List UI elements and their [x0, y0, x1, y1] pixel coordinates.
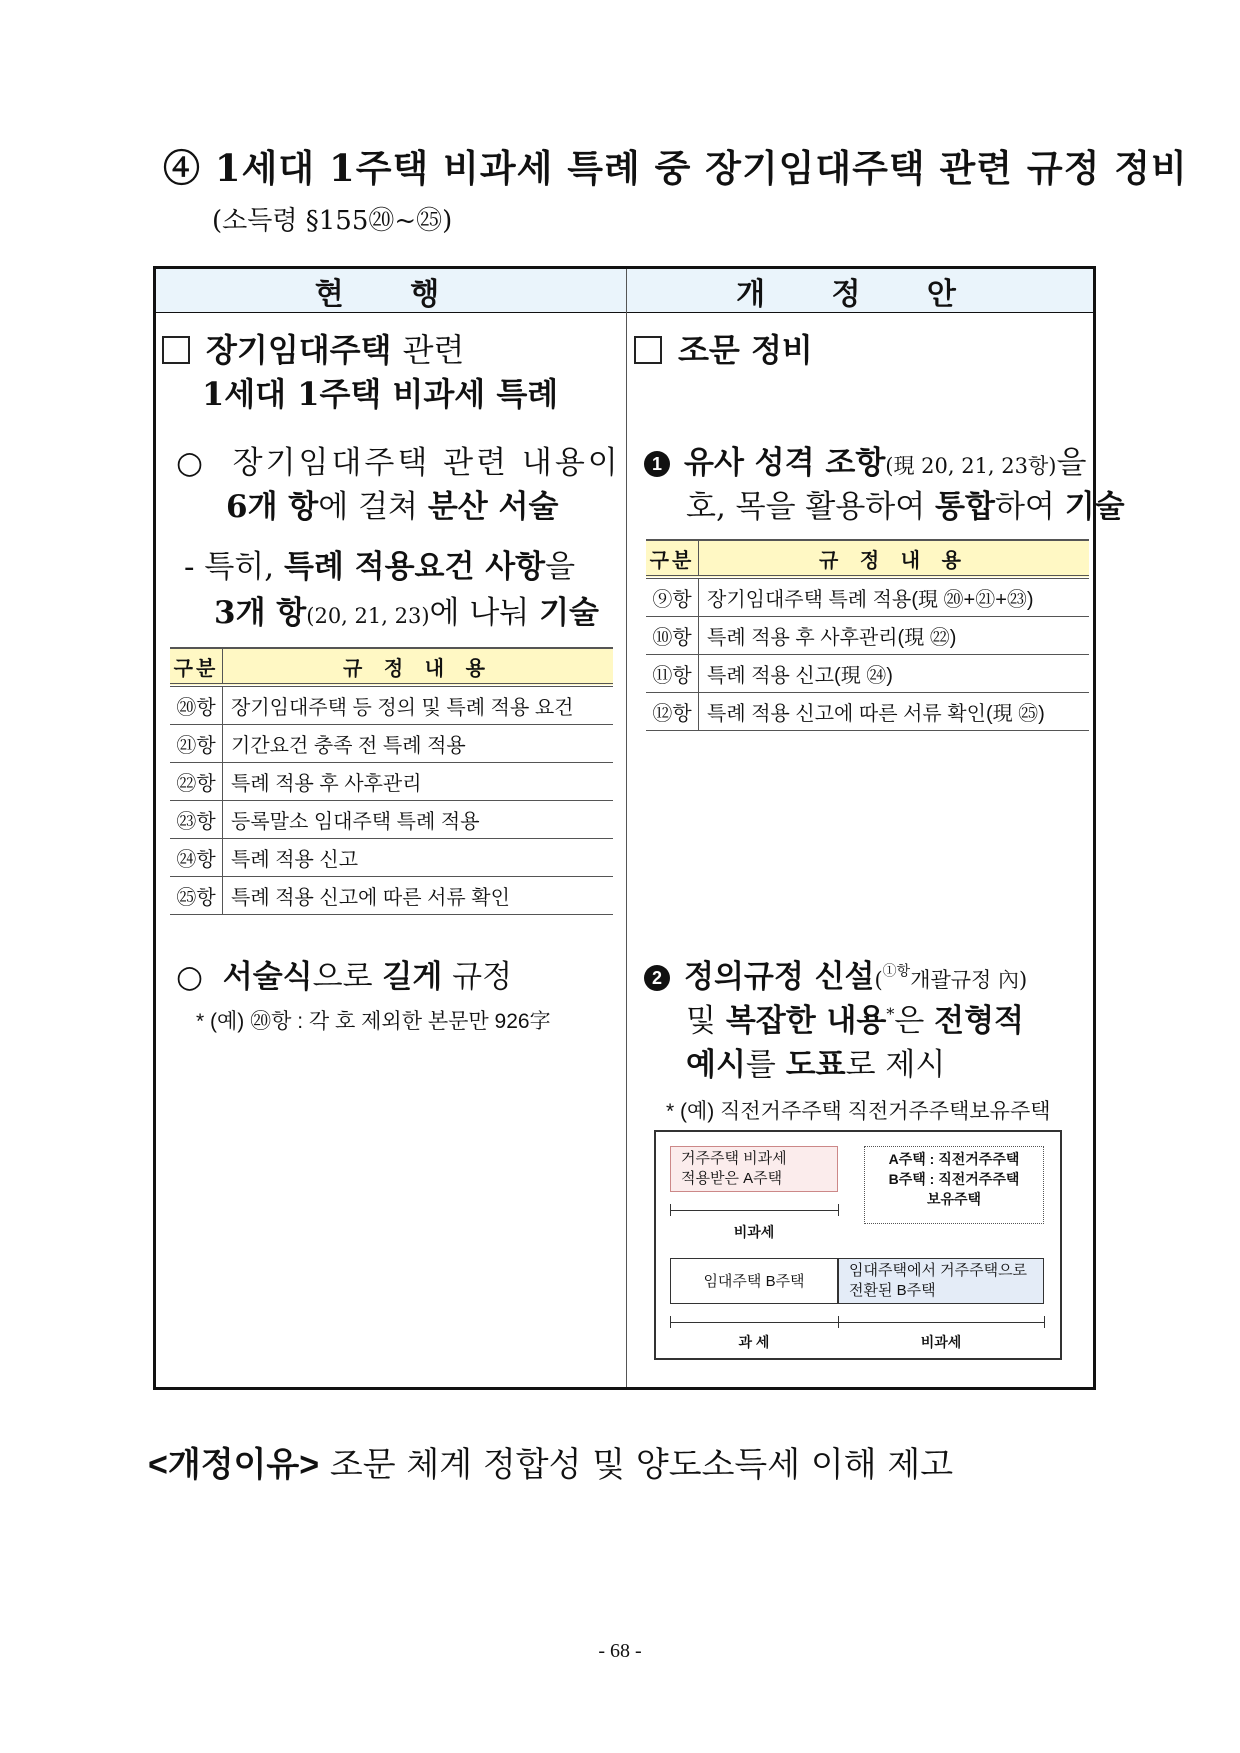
column-divider	[626, 269, 627, 1387]
table-cell-num: ㉒항	[170, 763, 223, 801]
table-row	[646, 617, 1089, 655]
table-cell-num: ㉓항	[170, 801, 223, 839]
label-tax: 과 세	[738, 1334, 770, 1350]
table-cell-content: 장기임대주택 등 정의 및 특례 적용 요건	[223, 685, 614, 725]
proposed-item2-line3: 예시를 도표로 제시	[686, 1047, 946, 1083]
table-cell-content: 기간요건 충족 전 특례 적용	[223, 725, 614, 763]
proposed-box-title: 조문 정비	[634, 325, 813, 371]
table-header-row	[170, 648, 613, 685]
proposed-example: * (예) 직전거주주택 직전거주주택보유주택	[666, 1100, 1051, 1123]
page-number: - 68 -	[598, 1640, 642, 1662]
timeline-tick	[1044, 1316, 1045, 1328]
current-note: * (예) ⑳항 : 각 호 제외한 본문만 926字	[196, 1010, 551, 1033]
proposed-item1-line1: 1 유사 성격 조항(現 20, 21, 23항)을	[644, 437, 1086, 482]
diagram-box-a	[670, 1146, 838, 1192]
section-heading: ④ 1세대 1주택 비과세 특례 중 장기임대주택 관련 규정 정비	[163, 146, 1188, 190]
checkbox-square-icon	[162, 336, 190, 364]
table-header-content: 규 정 내 용	[223, 648, 614, 685]
table-cell-num: ⑫항	[646, 693, 699, 731]
timeline-nontax-top	[670, 1210, 838, 1211]
table-row	[646, 577, 1089, 617]
timeline-tick	[670, 1204, 671, 1216]
table-header-gubun: 구분	[170, 648, 223, 685]
table-row	[170, 839, 613, 877]
table-cell-content: 특례 적용 신고에 따른 서류 확인(現 ㉕)	[699, 693, 1090, 731]
timeline-tick	[838, 1316, 839, 1328]
current-point2-line1: - 특히, 특례 적용요건 사항을	[184, 549, 576, 585]
table-header-row	[646, 540, 1089, 577]
current-point1-line1: ○ 장기임대주택 관련 내용이	[176, 445, 621, 481]
table-cell-content: 특례 적용 신고에 따른 서류 확인	[223, 877, 614, 915]
label-nontax-top: 비과세	[733, 1224, 775, 1240]
diagram-box-c-line1: 임대주택에서 거주주택으로	[849, 1262, 1028, 1279]
table-cell-content: 특례 적용 후 사후관리	[223, 763, 614, 801]
timeline-tick	[670, 1316, 671, 1328]
checkbox-square-icon	[634, 336, 662, 364]
table-cell-content: 특례 적용 후 사후관리(現 ㉒)	[699, 617, 1090, 655]
current-point1-line2: 6개 항에 걸쳐 분산 서술	[226, 489, 559, 525]
amendment-reason	[148, 1437, 953, 1486]
table-row	[170, 725, 613, 763]
current-rules-table	[170, 647, 613, 915]
diagram-legend-line3: 보유주택	[926, 1191, 982, 1207]
diagram-box-a-line1: 거주주택 비과세	[681, 1150, 787, 1167]
diagram-legend-line2: B주택 : 직전거주주택	[888, 1171, 1020, 1187]
current-box-title: 장기임대주택 관련	[162, 325, 464, 371]
diagram-legend	[864, 1146, 1044, 1224]
timeline-bottom	[670, 1322, 1044, 1323]
table-cell-content: 특례 적용 신고	[223, 839, 614, 877]
table-row	[170, 763, 613, 801]
table-row	[170, 685, 613, 725]
timeline-tick	[838, 1204, 839, 1216]
table-header-content: 규 정 내 용	[699, 540, 1090, 577]
table-cell-content: 등록말소 임대주택 특례 적용	[223, 801, 614, 839]
label-nontax-bottom: 비과세	[920, 1334, 962, 1350]
column-header-current: 현 행	[156, 269, 626, 313]
current-point3: ○ 서술식으로 길게 규정	[176, 959, 513, 995]
table-cell-num: ㉑항	[170, 725, 223, 763]
diagram-legend-line1: A주택 : 직전거주주택	[888, 1151, 1020, 1167]
table-row	[646, 693, 1089, 731]
section-subheading: (소득령 §155⑳~㉕)	[212, 206, 453, 236]
current-box-title-line2: 1세대 1주택 비과세 특례	[202, 375, 559, 413]
table-cell-num: ㉔항	[170, 839, 223, 877]
table-row	[646, 655, 1089, 693]
housing-diagram	[654, 1130, 1062, 1360]
proposed-rules-table	[646, 539, 1089, 731]
table-cell-num: ㉕항	[170, 877, 223, 915]
table-cell-content: 장기임대주택 특례 적용(現 ⑳+㉑+㉓)	[699, 577, 1090, 617]
reason-label: <개정이유>	[148, 1446, 320, 1484]
column-header-proposed: 개 정 안	[627, 269, 1093, 313]
proposed-item2-line2: 및 복잡한 내용*은 전형적	[686, 1003, 1024, 1039]
number-2-icon: 2	[644, 965, 670, 991]
diagram-box-c	[838, 1258, 1044, 1304]
proposed-item1-line2: 호, 목을 활용하여 통합하여 기술	[686, 489, 1125, 525]
diagram-box-a-line2: 적용받은 A주택	[681, 1170, 783, 1187]
table-cell-content: 특례 적용 신고(現 ㉔)	[699, 655, 1090, 693]
current-point2-line2: 3개 항(20, 21, 23)에 나눠 기술	[214, 595, 599, 631]
table-cell-num: ⑩항	[646, 617, 699, 655]
diagram-box-b: 임대주택 B주택	[670, 1258, 838, 1304]
reason-text: 조문 체계 정합성 및 양도소득세 이해 제고	[329, 1445, 954, 1485]
table-cell-num: ⑳항	[170, 685, 223, 725]
diagram-box-c-line2: 전환된 B주택	[849, 1282, 936, 1299]
proposed-item2-line1: 2 정의규정 신설($^{①항}$개괄규정 內)	[644, 951, 1027, 996]
table-cell-num: ⑨항	[646, 577, 699, 617]
table-row	[170, 877, 613, 915]
table-cell-num: ⑪항	[646, 655, 699, 693]
number-1-icon: 1	[644, 451, 670, 477]
table-row	[170, 801, 613, 839]
table-header-gubun: 구분	[646, 540, 699, 577]
